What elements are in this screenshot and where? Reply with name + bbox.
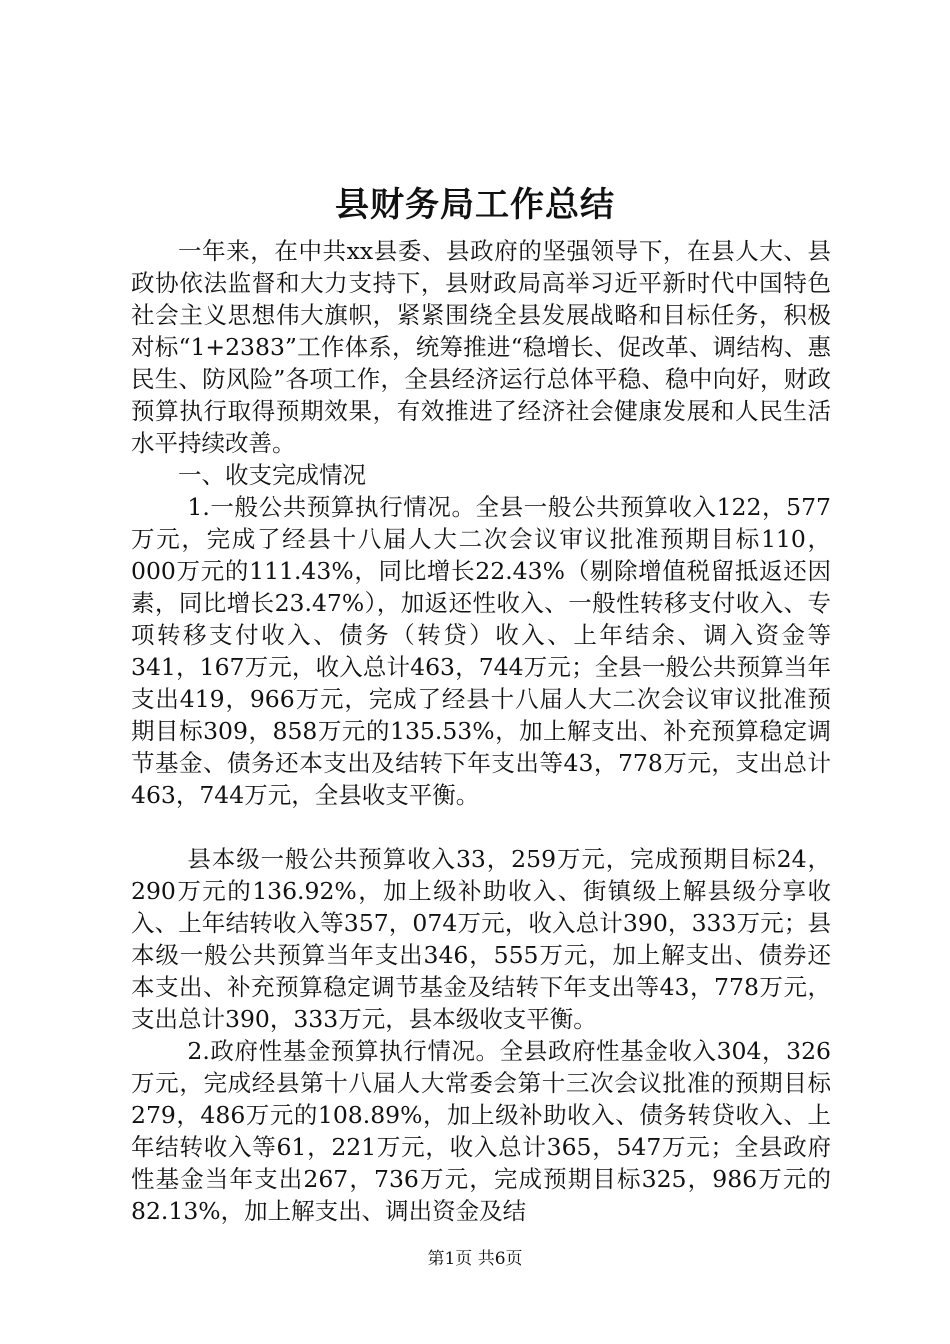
document-body <box>131 235 831 1227</box>
section-heading: 一、收支完成情况 <box>178 461 366 489</box>
general-budget-paragraph: 1.一般公共预算执行情况。全县一般公共预算收入122，577万元，完成了经县十八届人大二次会议审议批准预期目标110，000万元的111.43%，同比增长22.43%（剔除增值税留抵返还因素，同比增长23.47%），加返还性收入、一般性转移支付收入、专项转移支付收入、债务（转贷）收入、上年结余、调入资金等341，167万元，收入总计463，744万元；全县一般公共预算当年支出419，966万元，完成了经县十八届人大二次会议审议批准预期目标309，858万元的135.53%，加上解支出、补充预算稳定调节基金、债务还本支出及结转下年支出等43，778万元，支出总计463，744万元，全县收支平衡。 <box>131 493 831 809</box>
fund-budget-paragraph: 2.政府性基金预算执行情况。全县政府性基金收入304，326万元，完成经县第十八届人大常委会第十三次会议批准的预期目标279，486万元的108.89%，加上级补助收入、债务转贷收入、上年结转收入等61，221万元，收入总计365，547万元；全县政府性基金当年支出267，736万元，完成预期目标325，986万元的82.13%，加上解支出、调出资金及结 <box>131 1037 831 1225</box>
county-level-paragraph: 县本级一般公共预算收入33，259万元，完成预期目标24，290万元的136.92%，加上级补助收入、街镇级上解县级分享收入、上年结转收入等357，074万元，收入总计390，333万元；县本级一般公共预算当年支出346，555万元，加上解支出、债券还本支出、补充预算稳定调节基金及结转下年支出等43，778万元，支出总计390，333万元，县本级收支平衡。 <box>131 845 831 1033</box>
intro-paragraph: 一年来，在中共xx县委、县政府的坚强领导下，在县人大、县政协依法监督和大力支持下，县财政局高举习近平新时代中国特色社会主义思想伟大旗帜，紧紧围绕全县发展战略和目标任务，积极对标“1+2383”工作体系，统筹推进“稳增长、促改革、调结构、惠民生、防风险”各项工作，全县经济运行总体平稳、稳中向好，财政预算执行取得预期效果，有效推进了经济社会健康发展和人民生活水平持续改善。 <box>131 237 831 457</box>
page-footer: 第1页 共6页 <box>427 1249 523 1269</box>
document-title: 县财务局工作总结 <box>335 185 615 225</box>
